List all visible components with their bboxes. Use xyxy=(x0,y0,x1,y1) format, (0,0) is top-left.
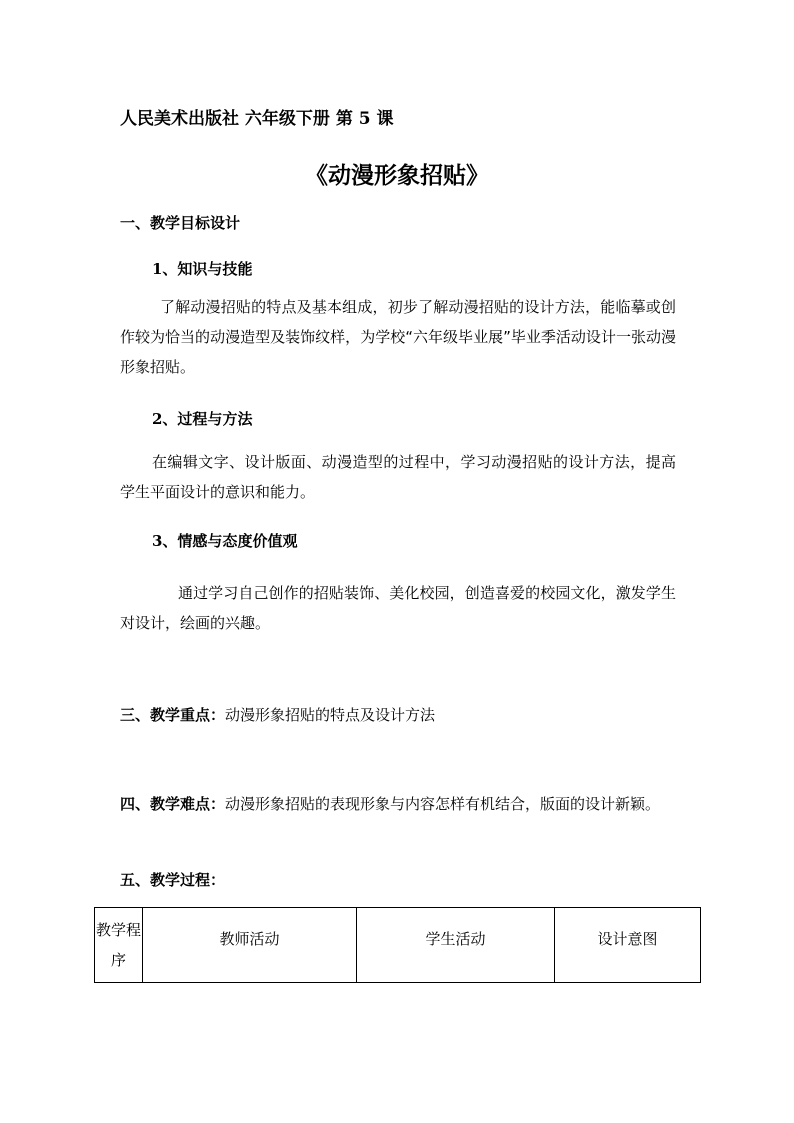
header-cell-intent: 设计意图 xyxy=(555,908,701,983)
section-heading-objectives: 一、教学目标设计 xyxy=(120,214,241,232)
header-cell-student: 学生活动 xyxy=(357,908,555,983)
paragraph-emotion-values: 通过学习自己创作的招贴装饰、美化校园，创造喜爱的校园文化，激发学生对设计，绘画的兴趣。 xyxy=(120,584,676,632)
section-difficulties xyxy=(120,789,676,819)
publisher-line: 人民美术出版社 六年级下册 第 5 课 xyxy=(120,109,394,129)
section-teaching-process: 五、教学过程： xyxy=(120,871,226,889)
subheading-process-method: 2、过程与方法 xyxy=(152,410,253,428)
subheading-knowledge-skills: 1、知识与技能 xyxy=(152,260,253,278)
teaching-process-table xyxy=(94,907,701,983)
table-header-row xyxy=(95,908,701,983)
header-cell-teacher: 教师活动 xyxy=(143,908,357,983)
header-cell-program: 教学程序 xyxy=(95,908,143,983)
paragraph-process-method: 在编辑文字、设计版面、动漫造型的过程中，学习动漫招贴的设计方法，提高学生平面设计的意识和能力。 xyxy=(120,453,676,501)
key-points-text: 动漫形象招贴的特点及设计方法 xyxy=(225,706,436,724)
subheading-emotion-values: 3、情感与态度价值观 xyxy=(152,532,298,550)
paragraph-knowledge-skills: 了解动漫招贴的特点及基本组成，初步了解动漫招贴的设计方法，能临摹或创作较为恰当的动漫造型及装饰纹样，为学校“六年级毕业展”毕业季活动设计一张动漫形象招贴。 xyxy=(120,298,676,376)
key-points-label: 三、教学重点： xyxy=(120,706,226,724)
difficulties-label: 四、教学难点： xyxy=(120,795,226,813)
page-title: 《动漫形象招贴》 xyxy=(305,162,489,189)
section-key-points xyxy=(120,704,435,725)
difficulties-text: 动漫形象招贴的表现形象与内容怎样有机结合，版面的设计新颖。 xyxy=(225,795,661,813)
